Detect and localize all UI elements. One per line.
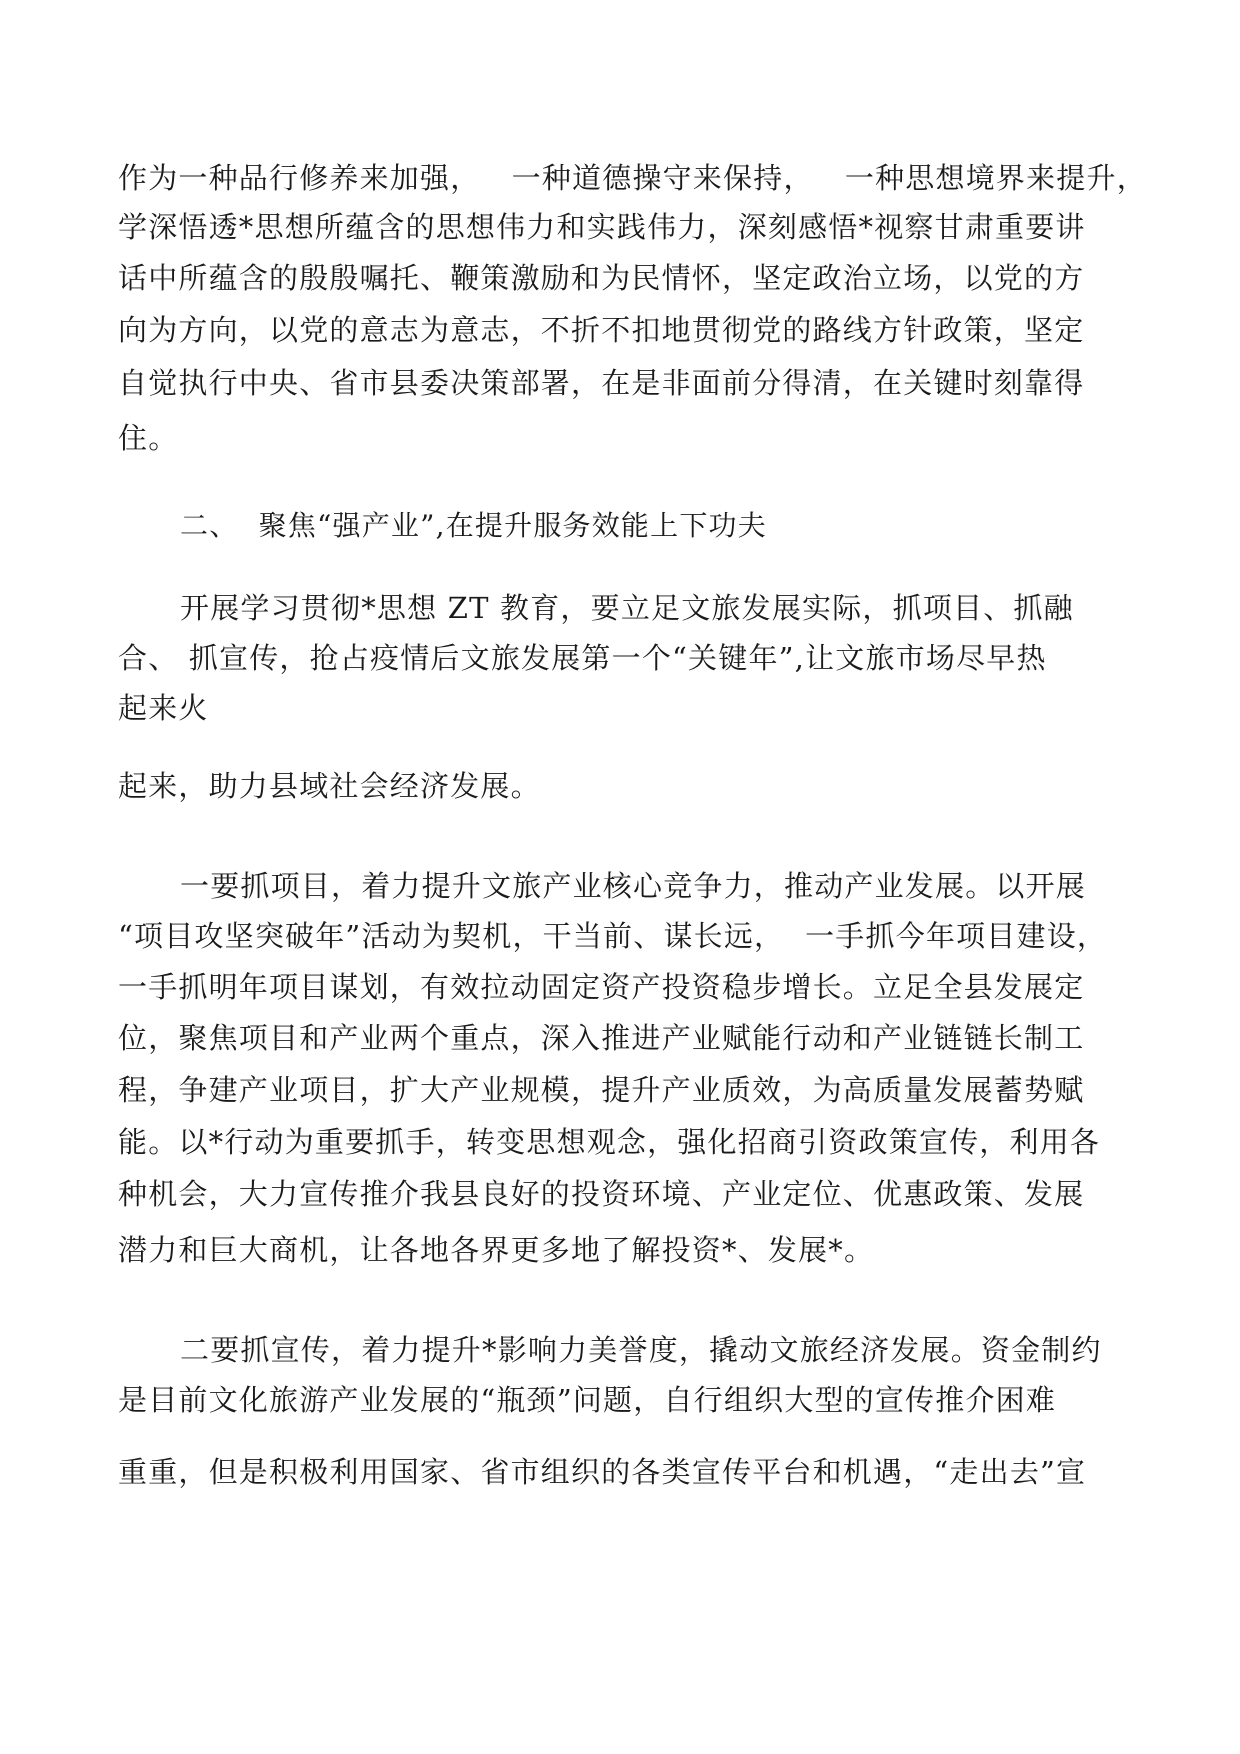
text-line: 一要抓项目，着力提升文旅产业核心竞争力，推动产业发展。以开展: [180, 869, 1087, 903]
text-line: 潜力和巨大商机，让各地各界更多地了解投资*、发展*。: [118, 1233, 875, 1267]
text-line: 是目前文化旅游产业发展的“瓶颈”问题，自行组织大型的宣传推介困难: [118, 1383, 1057, 1417]
text-line: 起来，助力县域社会经济发展。: [118, 769, 541, 803]
text-line: 起来火: [118, 691, 209, 725]
text-line: 自觉执行中央、省市县委决策部署，在是非面前分得清，在关键时刻靠得: [118, 366, 1085, 400]
text-line: 开展学习贯彻*思想 ZT 教育，要立足文旅发展实际，抓项目、抓融: [180, 591, 1074, 625]
text-line: 向为方向，以党的意志为意志，不折不扣地贯彻党的路线方针政策，坚定: [118, 313, 1085, 347]
text-line: 学深悟透*思想所蕴含的思想伟力和实践伟力，深刻感悟*视察甘肃重要讲: [118, 210, 1086, 244]
text-line: 一手抓明年项目谋划，有效拉动固定资产投资稳步增长。立足全县发展定: [118, 970, 1085, 1004]
text-line: 合、 抓宣传，抢占疫情后文旅发展第一个“关键年”,让文旅市场尽早热: [118, 641, 1047, 675]
text-line: 能。以*行动为重要抓手，转变思想观念，强化招商引资政策宣传，利用各: [118, 1125, 1101, 1159]
text-line: 重重，但是积极利用国家、省市组织的各类宣传平台和机遇，“走出去”宣: [118, 1455, 1087, 1489]
text-line: 作为一种品行修养来加强， 一种道德操守来保持， 一种思想境界来提升，: [118, 161, 1147, 195]
text-line: 种机会，大力宣传推介我县良好的投资环境、产业定位、优惠政策、发展: [118, 1177, 1085, 1211]
text-line: 二要抓宣传，着力提升*影响力美誉度，撬动文旅经济发展。资金制约: [180, 1333, 1102, 1367]
text-line: 住。: [118, 421, 179, 455]
text-line: “项目攻坚突破年”活动为契机，干当前、谋长远， 一手抓今年项目建设，: [118, 919, 1108, 953]
text-line: 话中所蕴含的殷殷嘱托、鞭策激励和为民情怀，坚定政治立场，以党的方: [118, 261, 1085, 295]
text-line: 位，聚焦项目和产业两个重点，深入推进产业赋能行动和产业链链长制工: [118, 1021, 1085, 1055]
text-line: 程，争建产业项目，扩大产业规模，提升产业质效，为高质量发展蓄势赋: [118, 1073, 1085, 1107]
section-heading: 二、 聚焦“强产业”,在提升服务效能上下功夫: [180, 509, 767, 542]
